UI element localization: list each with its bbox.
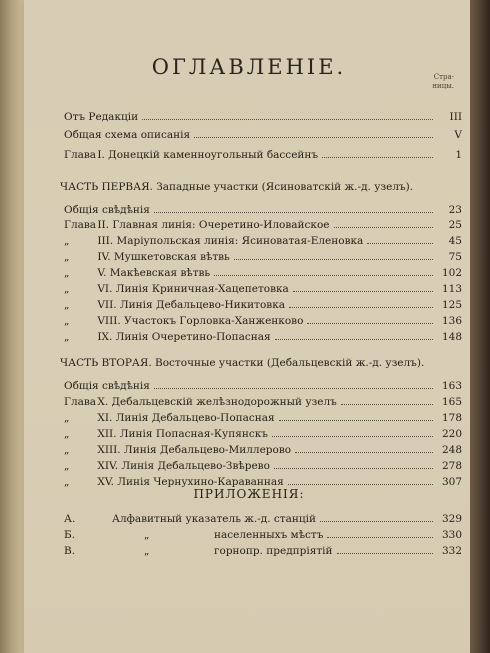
- dot-leader: [279, 409, 433, 421]
- chapter-title: II. Главная линія: Очеретино-Иловайское: [97, 219, 330, 231]
- toc-page-number: 332: [441, 545, 462, 557]
- toc-row-chapter-1: [64, 146, 462, 160]
- pages-header-line-1: Стра-: [433, 73, 454, 81]
- toc-page-number: 163: [441, 380, 462, 392]
- toc-page-number: 248: [441, 444, 462, 456]
- dot-leader: [341, 393, 433, 405]
- ditto-mark: „: [64, 428, 70, 440]
- dot-leader: [272, 425, 433, 437]
- chapter-title: IX. Линія Очеретино-Попасная: [97, 331, 271, 343]
- dot-leader: [275, 328, 433, 340]
- ditto-mark: „: [64, 267, 70, 279]
- toc-page-number: 148: [441, 331, 462, 343]
- toc-entry-label: [64, 443, 293, 457]
- toc-page-number: 278: [441, 460, 462, 472]
- toc-page-number: 25: [448, 219, 462, 231]
- ditto-mark: „: [64, 299, 70, 311]
- dot-leader: [322, 146, 433, 158]
- toc-entry-label: [64, 282, 291, 296]
- ditto-mark: „: [64, 315, 70, 327]
- appendix-title: Алфавитный указатель ж.-д. станцій: [112, 513, 316, 525]
- toc-page-number: 330: [441, 529, 462, 541]
- toc-row: [64, 248, 462, 262]
- toc-page-number: 307: [441, 476, 462, 488]
- toc-entry-label: [64, 544, 335, 558]
- chapter-title: X. Дебальцевскій желѣзнодорожный узелъ: [97, 396, 337, 408]
- part-two-heading: ЧАСТЬ ВТОРАЯ. Восточные участки (Дебальцевскій ж.-д. узелъ).: [60, 357, 425, 369]
- toc-entry-label: [64, 427, 270, 441]
- dot-leader: [288, 473, 433, 485]
- chapter-title: XII. Линія Попасная-Купянскъ: [97, 428, 268, 440]
- toc-entry-label: Общія свѣдѣнія: [64, 380, 150, 392]
- ditto-mark: „: [64, 444, 70, 456]
- dot-leader: [327, 526, 433, 538]
- chapter-title: V. Макѣевская вѣтвь: [97, 267, 211, 279]
- toc-entry-label: [64, 330, 273, 344]
- toc-page-number: 165: [441, 396, 462, 408]
- chapter-title: VII. Линія Дебальцево-Никитовка: [97, 299, 286, 311]
- toc-entry-label: [64, 411, 277, 425]
- toc-row-scheme: [64, 126, 462, 140]
- toc-row: [64, 393, 462, 407]
- chapter-title: VI. Линія Криничная-Хацепетовка: [97, 283, 289, 295]
- toc-entry-label: [64, 512, 318, 526]
- toc-row: [64, 526, 462, 540]
- dot-leader: [307, 312, 433, 324]
- appendix-title: населенныхъ мѣстъ: [214, 529, 324, 541]
- toc-entry-label: Отъ Редакціи: [64, 111, 139, 123]
- chapter-title: XIII. Линія Дебальцево-Миллерово: [97, 444, 292, 456]
- dot-leader: [214, 264, 433, 276]
- chapter-title: I. Донецкій каменноугольный бассейнъ: [97, 149, 319, 161]
- toc-row: [64, 409, 462, 423]
- toc-row: [64, 377, 462, 391]
- toc-page-number: 136: [441, 315, 462, 327]
- appendix-letter: Б.: [64, 529, 76, 541]
- appendix-heading: ПРИЛОЖЕНІЯ:: [193, 487, 305, 501]
- toc-entry-label: [64, 314, 305, 328]
- toc-page-number: 113: [441, 283, 462, 295]
- book-binding-edge: [470, 0, 490, 653]
- toc-page-number: 178: [441, 412, 462, 424]
- toc-page-number: V: [454, 129, 462, 141]
- dot-leader: [194, 126, 433, 138]
- dot-leader: [337, 542, 433, 554]
- appendix-letter: А.: [64, 513, 76, 525]
- dot-leader: [154, 201, 433, 213]
- toc-entry-label: Общія свѣдѣнія: [64, 204, 150, 216]
- toc-entry-label: [64, 266, 212, 280]
- toc-page-number: 23: [448, 204, 462, 216]
- ditto-mark: „: [64, 412, 70, 424]
- part-one-heading: ЧАСТЬ ПЕРВАЯ. Западные участки (Ясиноватскій ж.-д. узелъ).: [60, 181, 414, 193]
- toc-row: [64, 457, 462, 471]
- toc-row: [64, 441, 462, 455]
- dot-leader: [293, 280, 433, 292]
- toc-row: [64, 280, 462, 294]
- dot-leader: [367, 232, 433, 244]
- toc-entry-label: [64, 250, 232, 264]
- toc-entry-label: [64, 459, 272, 473]
- chapter-title: VIII. Участокъ Горловка-Ханженково: [97, 315, 304, 327]
- toc-row: [64, 473, 462, 487]
- toc-row: [64, 264, 462, 278]
- dot-leader: [154, 377, 433, 389]
- toc-row-editorial: [64, 108, 462, 122]
- toc-page-number: 220: [441, 428, 462, 440]
- toc-row: [64, 542, 462, 556]
- ditto-mark: „: [64, 331, 70, 343]
- ditto-mark: „: [64, 476, 70, 488]
- chapter-title: XIV. Линія Дебальцево-Звѣрево: [97, 460, 270, 472]
- toc-page-number: 1: [455, 149, 462, 161]
- toc-page-number: 125: [441, 299, 462, 311]
- chapter-prefix: Глава: [64, 396, 97, 408]
- chapter-title: XI. Линія Дебальцево-Попасная: [97, 412, 275, 424]
- dot-leader: [289, 296, 433, 308]
- dot-leader: [334, 216, 433, 228]
- dot-leader: [274, 457, 433, 469]
- toc-entry-label: [64, 528, 325, 542]
- ditto-mark: „: [144, 529, 150, 541]
- ditto-mark: „: [64, 283, 70, 295]
- toc-entry-label: [64, 395, 339, 409]
- toc-entry-label: [64, 148, 320, 162]
- dot-leader: [234, 248, 433, 260]
- toc-row: [64, 425, 462, 439]
- book-page: [24, 0, 474, 653]
- toc-row: [64, 201, 462, 215]
- appendix-title: горнопр. предпріятій: [214, 545, 333, 557]
- toc-page-number: 102: [441, 267, 462, 279]
- page-title: ОГЛАВЛЕНІЕ.: [151, 55, 347, 79]
- pages-header-line-2: ницы.: [432, 82, 454, 90]
- dot-leader: [142, 108, 433, 120]
- dot-leader: [320, 510, 433, 522]
- toc-row: [64, 510, 462, 524]
- toc-row: [64, 232, 462, 246]
- appendix-letter: В.: [64, 545, 76, 557]
- toc-row: [64, 328, 462, 342]
- chapter-title: IV. Мушкетовская вѣтвь: [97, 251, 230, 263]
- chapter-title: III. Маріупольская линія: Ясиноватая-Еленовка: [97, 235, 364, 247]
- toc-page-number: 329: [441, 513, 462, 525]
- toc-entry-label: Общая схема описанія: [64, 129, 191, 141]
- toc-row: [64, 312, 462, 326]
- chapter-prefix: Глава: [64, 219, 97, 231]
- toc-page-number: III: [449, 111, 462, 123]
- toc-entry-label: [64, 298, 287, 312]
- toc-row: [64, 296, 462, 310]
- toc-page-number: 45: [448, 235, 462, 247]
- ditto-mark: „: [64, 235, 70, 247]
- toc-row: [64, 216, 462, 230]
- toc-entry-label: [64, 218, 332, 232]
- toc-entry-label: [64, 234, 365, 248]
- dot-leader: [295, 441, 433, 453]
- ditto-mark: „: [144, 545, 150, 557]
- pages-column-header: [394, 73, 454, 91]
- toc-page-number: 75: [448, 251, 462, 263]
- ditto-mark: „: [64, 460, 70, 472]
- chapter-title: XV. Линія Чернухино-Караванная: [97, 476, 284, 488]
- chapter-prefix: Глава: [64, 149, 97, 161]
- ditto-mark: „: [64, 251, 70, 263]
